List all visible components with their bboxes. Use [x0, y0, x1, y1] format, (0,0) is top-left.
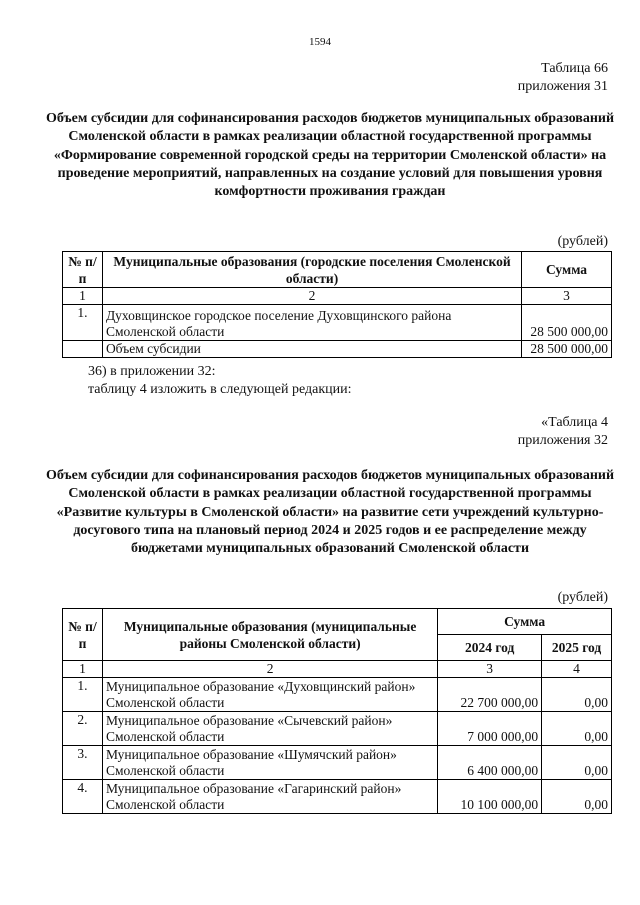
table4-ref-line2: приложения 32 [517, 433, 608, 448]
page-number: 1594 [309, 36, 331, 48]
table4-row-2025: 0,00 [542, 746, 612, 780]
table66 [62, 251, 612, 358]
table66-title: Объем субсидии для софинансирования расходов бюджетов муниципальных образований Смоленской области в рамках реализации областной государственной программы «Формирование современной городской среды на территории Смоленской области» на проведение мероприятий, направленных на создание условий для повышения уровня комфортности проживания граждан [45, 111, 615, 200]
table4-row [63, 746, 612, 780]
table4-reference [518, 414, 608, 450]
table4-row-2024: 10 100 000,00 [438, 780, 542, 814]
table4-row-2024: 6 400 000,00 [438, 746, 542, 780]
table4-row-num: 2. [63, 712, 103, 746]
table66-ref-line1: Таблица 66 [541, 61, 608, 76]
table66-colnum: 2 [102, 288, 521, 305]
table66-unit: (рублей) [557, 234, 608, 249]
body-line-2: таблицу 4 изложить в следующей редакции: [88, 382, 352, 397]
table66-row-sum: 28 500 000,00 [522, 305, 612, 341]
table4-row-name: Муниципальное образование «Духовщинский район» Смоленской области [102, 678, 437, 712]
table66-colnum: 3 [522, 288, 612, 305]
table66-total-row [63, 341, 612, 358]
table4-ref-line1: «Таблица 4 [541, 415, 608, 430]
table4-row-2025: 0,00 [542, 678, 612, 712]
table66-header-num: № п/п [63, 252, 103, 288]
table4 [62, 608, 612, 814]
table4-row [63, 780, 612, 814]
table66-total-sum: 28 500 000,00 [522, 341, 612, 358]
table4-row-num: 3. [63, 746, 103, 780]
table66-total-empty [63, 341, 103, 358]
table66-header-sum: Сумма [522, 252, 612, 288]
table66-ref-line2: приложения 31 [517, 79, 608, 94]
table4-unit: (рублей) [557, 590, 608, 605]
table4-colnum: 1 [63, 661, 103, 678]
table66-row-name: Духовщинское городское поселение Духовщинского района Смоленской области [102, 305, 521, 341]
table4-row-2024: 22 700 000,00 [438, 678, 542, 712]
table4-header-2024: 2024 год [438, 635, 542, 661]
table66-colnum: 1 [63, 288, 103, 305]
table4-row [63, 678, 612, 712]
table4-header-2025: 2025 год [542, 635, 612, 661]
table4-row-name: Муниципальное образование «Сычевский район» Смоленской области [102, 712, 437, 746]
table4-header-name: Муниципальные образования (муниципальные районы Смоленской области) [102, 609, 437, 661]
table4-row-name: Муниципальное образование «Шумячский район» Смоленской области [102, 746, 437, 780]
table4-row-name: Муниципальное образование «Гагаринский район» Смоленской области [102, 780, 437, 814]
table4-title: Объем субсидии для софинансирования расходов бюджетов муниципальных образований Смоленской области в рамках реализации областной государственной программы «Развитие культуры в Смоленской области» на развитие сети учреждений культурно-досугового типа на плановый период 2024 и 2025 годов и ее распределение между бюджетами муниципальных образований Смоленской области [45, 468, 615, 557]
table4-colnum: 4 [542, 661, 612, 678]
table66-row [63, 305, 612, 341]
table4-header-num: № п/п [63, 609, 103, 661]
table4-header-sum: Сумма [438, 609, 612, 635]
table4-row-2025: 0,00 [542, 780, 612, 814]
table66-row-num: 1. [63, 305, 103, 341]
body-line-1: 36) в приложении 32: [88, 364, 216, 379]
table4-row [63, 712, 612, 746]
table4-row-num: 4. [63, 780, 103, 814]
table4-row-2025: 0,00 [542, 712, 612, 746]
table4-colnum: 2 [102, 661, 437, 678]
table66-reference [518, 60, 608, 96]
table4-row-num: 1. [63, 678, 103, 712]
table4-colnum: 3 [438, 661, 542, 678]
table66-header-name: Муниципальные образования (городские поселения Смоленской области) [102, 252, 521, 288]
table4-row-2024: 7 000 000,00 [438, 712, 542, 746]
table66-total-label: Объем субсидии [102, 341, 521, 358]
